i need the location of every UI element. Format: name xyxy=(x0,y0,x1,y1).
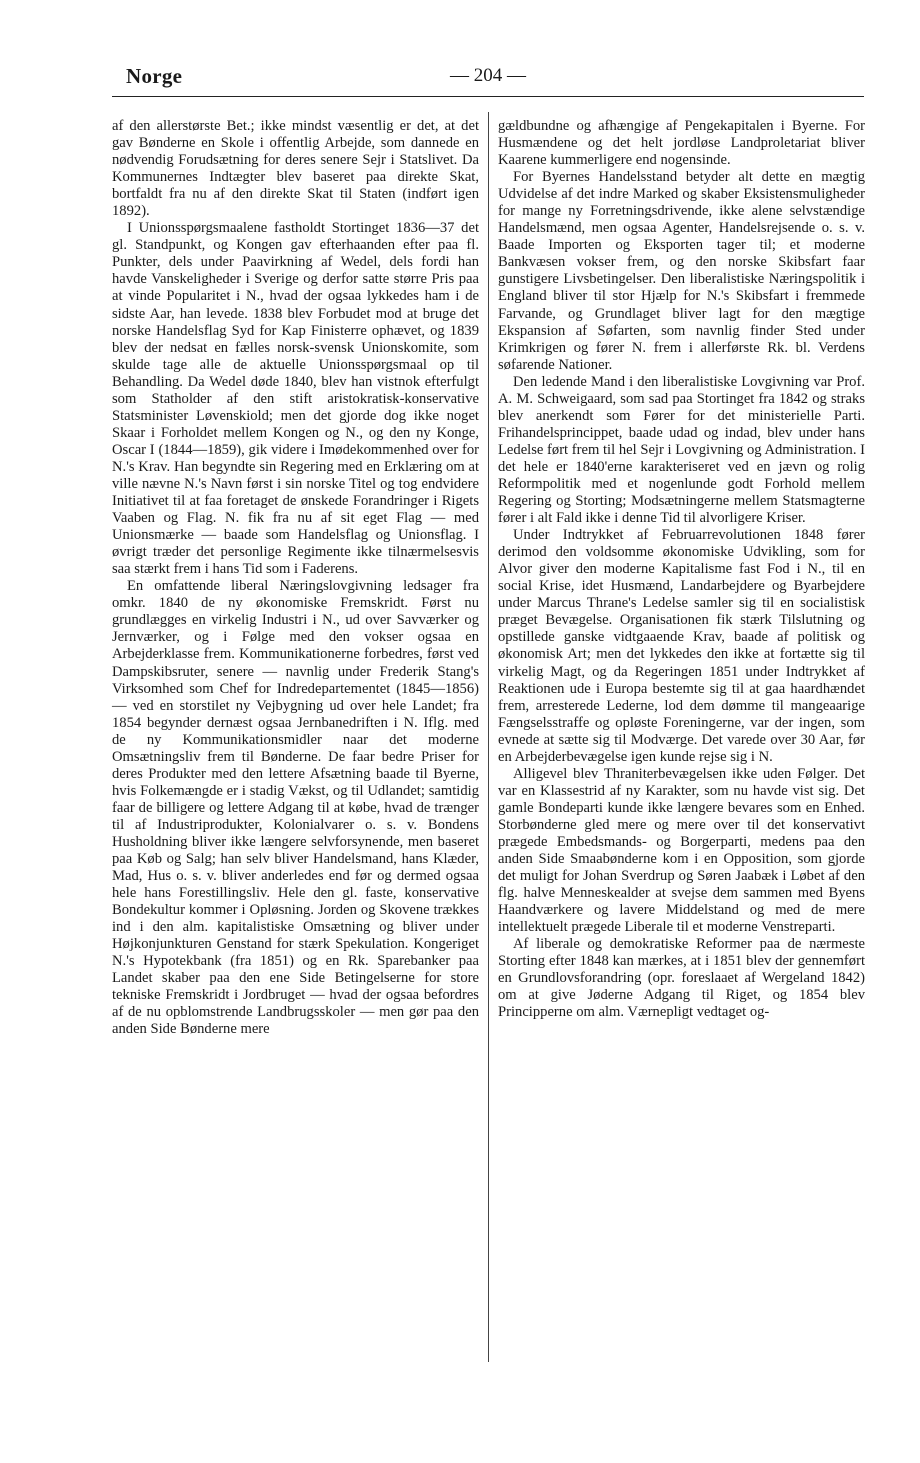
right-column xyxy=(498,118,865,1021)
paragraph: af den allerstørste Bet.; ikke mindst væsentlig er det, at det gav Bønderne en Skole i offentlig Arbejde, som dannede en nødvendig Forudsætning for deres senere Sejr i Statslivet. Da Kommunernes Indtægter blev baseret paa direkte Skat, bortfaldt fra nu af den direkte Skat til Staten (indført igen 1892). xyxy=(112,118,479,220)
paragraph: En omfattende liberal Næringslovgivning ledsager fra omkr. 1840 de ny økonomiske Fremskridt. Først nu grundlægges en virkelig Industri i N., ud over Savværker og Jernværker, og i Følge med den vokser ogsaa en Arbejderklasse frem. Kommunikationerne forbedres, først ved Dampskibsruter, senere — navnlig under Frederik Stang's Virksomhed som Chef for Indredepartementet (1845—1856) — ved en storstilet ny Vejbygning ud over hele Landet; fra 1854 begynder dernæst ogsaa Jernbanedriften i N. Iflg. med de ny Kommunikationsmidler naar det moderne Omsætningsliv frem til Bønderne. De faar bedre Priser for deres Produkter med den lettere Afsætning baade til Byerne, hvis Folkemængde er i stadig Vækst, og til Udlandet; samtidig faar de billigere og lettere Adgang til at købe, hvad de trænger til af Industriprodukter, Kolonialvarer o. s. v. Bondens Husholdning bliver ikke længere selvforsynende, men baseret paa Køb og Salg; han selv bliver Handelsmand, hans Klæder, Mad, Hus o. s. v. bliver anderledes end før og dermed ogsaa hele hans Forestillingsliv. Hele den gl. faste, konservative Bondekultur kommer i Opløsning. Jorden og Skovene trækkes ind i den alm. kapitalistiske Omsætning og bliver under Højkonjunkturen Genstand for stærk Spekulation. Kongeriget N.'s Hypotekbank (fra 1851) og en Rk. Sparebanker paa Landet skaber paa den ene Side Betingelserne for store tekniske Fremskridt i Jordbruget — hvad der ogsaa befordres af de nu opblomstrende Landbrugsskoler — men gør paa den anden Side Bønderne mere xyxy=(112,578,479,1038)
paragraph: For Byernes Handelsstand betyder alt dette en mægtig Udvidelse af det indre Marked og skaber Eksistensmuligheder for mange ny Forretningsdrivende, ikke alene selvstændige Handelsmænd, men ogsaa Agenter, Handelsrejsende o. s. v. Baade Importen og Eksporten tager til; et moderne Bankvæsen vokser frem, og den norske Skibsfart faar gunstigere Livsbetingelser. Den liberalistiske Næringspolitik i England bliver til stor Hjælp for N.'s Skibsfart i fremmede Farvande, og Grundlaget bliver lagt for den mægtige Ekspansion af Søfarten, som navnlig finder Sted under Krimkrigen og fører N. frem i allerførste Rk. bl. Verdens søfarende Nationer. xyxy=(498,169,865,373)
paragraph: I Unionsspørgsmaalene fastholdt Stortinget 1836—37 det gl. Standpunkt, og Kongen gav efterhaanden efter paa fl. Punkter, dels under Paavirkning af Wedel, dels fordi han havde Vanskeligheder i Sverige og derfor satte større Pris paa at vinde Popularitet i N., hvad der ogsaa lykkedes ham i de sidste Aar, han levede. 1838 blev Forbudet mod at bruge det norske Handelsflag Syd for Kap Finisterre ophævet, og 1839 blev der nedsat en fælles norsk-svensk Unionskomite, som skulde tage alle de aktuelle Unionsspørgsmaal op til Behandling. Da Wedel døde 1840, blev han vistnok efterfulgt som Statholder af den stift aristokratisk-konservative Statsminister Løvenskiold; men det gjorde dog ikke noget Skaar i Forholdet mellem Kongen og N., og den ny Konge, Oscar I (1844—1859), gik videre i Imødekommenhed over for N.'s Krav. Han begyndte sin Regering med en Erklæring om at ville nævne N.'s Navn først i sin norske Titel og tog endvidere Initiativet til at faa foretaget de ønskede Forandringer i Rigets Vaaben og Flag. N. fik fra nu af sit eget Flag — med Unionsmærke — baade som Handelsflag og Unionsflag. I øvrigt træder det personlige Regimente ikke tilnærmelsesvis saa stærkt frem i hans Tid som i Faderens. xyxy=(112,220,479,578)
paragraph: Den ledende Mand i den liberalistiske Lovgivning var Prof. A. M. Schweigaard, som sad paa Stortinget fra 1842 og straks blev anerkendt som Fører for det ministerielle Parti. Frihandelsprincippet, baade udad og indad, blev under hans Ledelse ført frem til hel Sejr i Lovgivning og Administration. I det hele er 1840'erne karakteriseret ved en jævn og rolig Reformpolitik med et nogenlunde godt Forhold mellem Regering og Storting; Modsætningerne mellem Statsmagterne fører i alt Fald ikke i denne Tid til alvorligere Kriser. xyxy=(498,373,865,527)
page-number: — 204 — xyxy=(450,65,526,86)
paragraph: Alligevel blev Thraniterbevægelsen ikke uden Følger. Det var en Klassestrid af ny Karakter, som nu havde vist sig. Det gamle Bondeparti kunde ikke længere bevares som en Enhed. Storbønderne gled mere og mere over til det konservativt prægede Embedsmands- og Borgerparti, medens paa den anden Side Smaabønderne kom i en Opposition, som gjorde det muligt for Johan Sverdrup og Søren Jaabæk i Løbet af den flg. halve Menneskealder at svejse dem sammen med Byens Haandværkere og lavere Middelstand og med de mere intellektuelt prægede Liberale til et moderne Venstreparti. xyxy=(498,765,865,936)
page-header xyxy=(112,60,864,94)
column-divider xyxy=(488,112,489,1362)
header-rule xyxy=(112,96,864,97)
left-column xyxy=(112,118,479,1039)
running-title: Norge xyxy=(126,64,183,88)
paragraph: Under Indtrykket af Februarrevolutionen 1848 fører derimod den voldsomme økonomiske Udvikling, som for Alvor giver den moderne Kapitalisme fast Fod i N., til en social Krise, idet Husmænd, Landarbejdere og Byarbejdere under Marcus Thrane's Ledelse samler sig til en socialistisk præget Bevægelse. Organisationen fik stærk Tilslutning og opstillede ganske vidtgaaende Krav, baade af politisk og økonomisk Art; men det lykkedes den ikke at fortætte sig til virkelig Magt, og da Regeringen 1851 under Indtrykket af Reaktionen ude i Europa bestemte sig til at gaa haardhændet frem, arresterede Lederne, lod dem dømme til mangeaarige Fængselsstraffe og opløste Foreningerne, var der ingen, som evnede at sætte sig til Modværge. Det varede over 30 Aar, før en Arbejderbevægelse igen kunde rejse sig i N. xyxy=(498,527,865,765)
paragraph: Af liberale og demokratiske Reformer paa de nærmeste Storting efter 1848 kan mærkes, at i 1851 blev der gennemført en Grundlovsforandring (opr. foreslaaet af Wergeland 1842) om at give Jøderne Adgang til Riget, og 1854 blev Principperne om alm. Værnepligt vedtaget og- xyxy=(498,936,865,1021)
paragraph: gældbundne og afhængige af Pengekapitalen i Byerne. For Husmændene og det helt jordløse Landproletariat bliver Kaarene kummerligere end nogensinde. xyxy=(498,118,865,169)
